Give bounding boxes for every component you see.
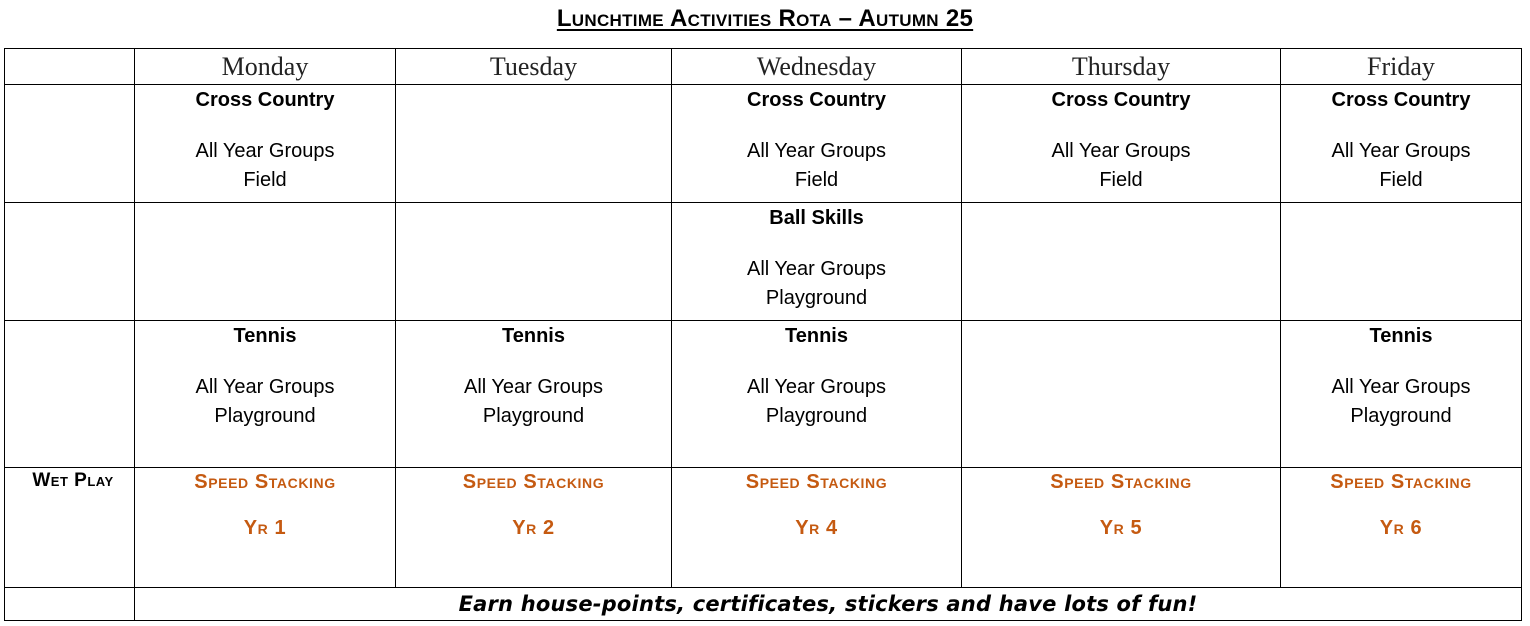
wet-activity-name: Speed Stacking bbox=[1050, 471, 1192, 493]
ball-skills-wednesday bbox=[672, 203, 962, 321]
wet-play-row bbox=[5, 468, 1522, 588]
cross-country-wednesday bbox=[672, 85, 962, 203]
cross-country-friday bbox=[1281, 85, 1522, 203]
row-label-cell bbox=[5, 588, 135, 621]
activity-name: Tennis bbox=[502, 325, 565, 347]
tennis-thursday bbox=[962, 321, 1281, 468]
activity-place: Playground bbox=[214, 405, 316, 427]
activity-place: Playground bbox=[482, 405, 585, 427]
activity-place: Playground bbox=[1350, 405, 1452, 427]
activity-group: All Year Groups bbox=[464, 376, 603, 398]
activity-group: All Year Groups bbox=[1331, 140, 1471, 162]
activity-name: Tennis bbox=[233, 325, 297, 347]
activity-place: Playground bbox=[765, 405, 868, 427]
wet-play-thursday bbox=[962, 468, 1281, 588]
activity-name: Tennis bbox=[1369, 325, 1433, 347]
activity-place: Playground bbox=[765, 287, 868, 309]
wet-play-wednesday bbox=[672, 468, 962, 588]
activity-name: Tennis bbox=[785, 325, 848, 347]
tennis-row bbox=[5, 321, 1522, 468]
rota-table bbox=[4, 48, 1522, 621]
day-header-monday: Monday bbox=[135, 49, 396, 85]
row-label-cell bbox=[5, 85, 135, 203]
activity-name: Cross Country bbox=[195, 89, 335, 111]
wet-activity-year: Yr 6 bbox=[1379, 517, 1423, 539]
corner-cell bbox=[5, 49, 135, 85]
footer-message: Earn house-points, certificates, stickers and have lots of fun! bbox=[135, 588, 1522, 621]
wet-activity-year: Yr 5 bbox=[1099, 517, 1143, 539]
wet-activity-name: Speed Stacking bbox=[194, 471, 336, 493]
wet-activity-year: Yr 4 bbox=[795, 517, 838, 539]
activity-group: All Year Groups bbox=[747, 258, 886, 280]
activity-group: All Year Groups bbox=[1331, 376, 1471, 398]
day-header-thursday: Thursday bbox=[962, 49, 1281, 85]
activity-group: All Year Groups bbox=[1051, 140, 1191, 162]
cross-country-monday bbox=[135, 85, 396, 203]
cross-country-tuesday bbox=[396, 85, 672, 203]
ball-skills-friday bbox=[1281, 203, 1522, 321]
ball-skills-tuesday bbox=[396, 203, 672, 321]
activity-place: Field bbox=[243, 169, 287, 191]
day-header-wednesday: Wednesday bbox=[672, 49, 962, 85]
activity-group: All Year Groups bbox=[195, 140, 335, 162]
activity-place: Field bbox=[1099, 169, 1143, 191]
row-label-cell bbox=[5, 321, 135, 468]
tennis-tuesday bbox=[396, 321, 672, 468]
activity-place: Field bbox=[794, 169, 839, 191]
activity-group: All Year Groups bbox=[195, 376, 335, 398]
activity-group: All Year Groups bbox=[747, 376, 886, 398]
wet-play-label: Wet Play bbox=[5, 468, 135, 588]
day-header-tuesday: Tuesday bbox=[396, 49, 672, 85]
row-label-cell bbox=[5, 203, 135, 321]
ball-skills-thursday bbox=[962, 203, 1281, 321]
wet-activity-name: Speed Stacking bbox=[462, 471, 605, 493]
page-title bbox=[0, 4, 1530, 34]
activity-name: Cross Country bbox=[1051, 89, 1191, 111]
activity-name: Ball Skills bbox=[769, 207, 864, 229]
tennis-monday bbox=[135, 321, 396, 468]
cross-country-thursday bbox=[962, 85, 1281, 203]
wet-play-tuesday bbox=[396, 468, 672, 588]
wet-activity-name: Speed Stacking bbox=[1330, 471, 1472, 493]
page-title-text: Lunchtime Activities Rota – Autumn 25 bbox=[556, 5, 974, 32]
ball-skills-monday bbox=[135, 203, 396, 321]
tennis-wednesday bbox=[672, 321, 962, 468]
wet-play-monday bbox=[135, 468, 396, 588]
activity-place: Field bbox=[1379, 169, 1423, 191]
ball-skills-row bbox=[5, 203, 1522, 321]
activity-name: Cross Country bbox=[1331, 89, 1471, 111]
activity-name: Cross Country bbox=[747, 89, 886, 111]
wet-play-friday bbox=[1281, 468, 1522, 588]
wet-activity-name: Speed Stacking bbox=[745, 471, 888, 493]
activity-group: All Year Groups bbox=[747, 140, 886, 162]
wet-activity-year: Yr 2 bbox=[512, 517, 555, 539]
footer-row bbox=[5, 588, 1522, 621]
day-header-friday: Friday bbox=[1281, 49, 1522, 85]
tennis-friday bbox=[1281, 321, 1522, 468]
header-row bbox=[5, 49, 1522, 85]
cross-country-row bbox=[5, 85, 1522, 203]
wet-activity-year: Yr 1 bbox=[243, 517, 287, 539]
